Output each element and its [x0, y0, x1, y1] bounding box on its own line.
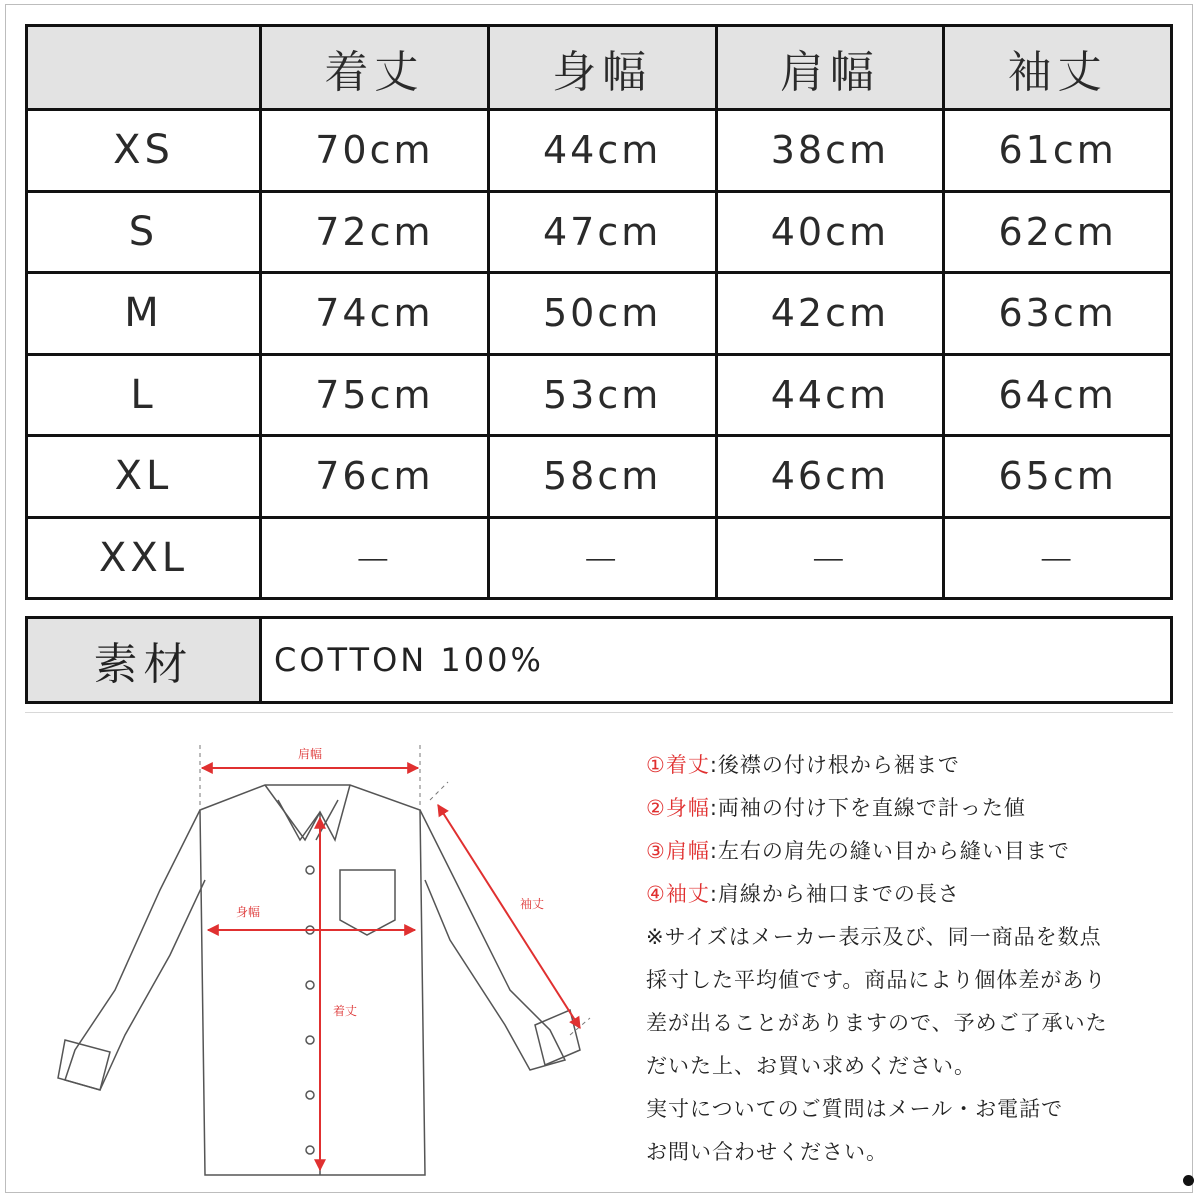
shoulder-label: 肩幅: [297, 747, 323, 761]
row-size-label: L: [28, 356, 259, 435]
cell-shoulder: 44cm: [718, 356, 943, 435]
cell-length: 76cm: [262, 437, 487, 516]
cell-chest: －: [490, 519, 715, 598]
cell-length: －: [262, 519, 487, 598]
disclaimer-line: 実寸についてのご質問はメール・お電話で: [646, 1097, 1064, 1121]
material-value: COTTON 100%: [262, 619, 1170, 701]
disclaimer-line: 採寸した平均値です。商品により個体差があり: [646, 968, 1107, 992]
chest-label: 身幅: [235, 905, 261, 919]
note-text: :後襟の付け根から裾まで: [709, 753, 960, 777]
row-size-label: XS: [28, 111, 259, 190]
measurement-notes: [646, 744, 1176, 1174]
corner-dot: [1183, 1175, 1194, 1186]
note-item: [646, 787, 1176, 830]
header-sleeve: 袖丈: [945, 27, 1170, 108]
note-text: :肩線から袖口までの長さ: [709, 882, 960, 906]
cell-sleeve: 64cm: [945, 356, 1170, 435]
cell-sleeve: －: [945, 519, 1170, 598]
header-shoulder: 肩幅: [718, 27, 943, 108]
cell-chest: 53cm: [490, 356, 715, 435]
cell-shoulder: 42cm: [718, 274, 943, 353]
note-marker: ②身幅: [646, 796, 710, 820]
note-item: [646, 873, 1176, 916]
row-size-label: XXL: [28, 519, 259, 598]
cell-shoulder: 46cm: [718, 437, 943, 516]
row-size-label: M: [28, 274, 259, 353]
cell-length: 74cm: [262, 274, 487, 353]
disclaimer-line: だいた上、お買い求めください。: [646, 1054, 976, 1078]
note-marker: ④袖丈: [646, 882, 710, 906]
cell-sleeve: 61cm: [945, 111, 1170, 190]
note-text: :両袖の付け下を直線で計った値: [709, 796, 1026, 820]
material-label: 素材: [28, 619, 259, 701]
note-item: [646, 744, 1176, 787]
note-marker: ①着丈: [646, 753, 710, 777]
cell-sleeve: 65cm: [945, 437, 1170, 516]
cell-shoulder: 38cm: [718, 111, 943, 190]
note-marker: ③肩幅: [646, 839, 710, 863]
cell-length: 70cm: [262, 111, 487, 190]
length-label: 着丈: [332, 1004, 358, 1018]
disclaimer-line: 差が出ることがありますので、予めご了承いた: [646, 1011, 1108, 1035]
shirt-measurement-diagram: [20, 730, 620, 1180]
header-length: 着丈: [262, 27, 487, 108]
cell-sleeve: 63cm: [945, 274, 1170, 353]
cell-shoulder: －: [718, 519, 943, 598]
cell-sleeve: 62cm: [945, 193, 1170, 272]
section-divider: [25, 712, 1173, 713]
header-chest: 身幅: [490, 27, 715, 108]
cell-chest: 58cm: [490, 437, 715, 516]
note-text: :左右の肩先の縫い目から縫い目まで: [709, 839, 1070, 863]
disclaimer-line: お問い合わせください。: [646, 1140, 888, 1164]
row-size-label: S: [28, 193, 259, 272]
note-item: [646, 830, 1176, 873]
cell-chest: 44cm: [490, 111, 715, 190]
material-table: [25, 616, 1173, 704]
buttons: [306, 866, 314, 1154]
header-corner: [28, 27, 259, 108]
measure-arrows: [202, 768, 580, 1170]
cell-length: 72cm: [262, 193, 487, 272]
row-size-label: XL: [28, 437, 259, 516]
shirt-diagram-svg: [20, 730, 620, 1180]
cell-chest: 47cm: [490, 193, 715, 272]
cell-length: 75cm: [262, 356, 487, 435]
sleeve-label: 袖丈: [519, 897, 545, 911]
cell-shoulder: 40cm: [718, 193, 943, 272]
disclaimer-line: ※サイズはメーカー表示及び、同一商品を数点: [646, 925, 1102, 949]
sleeve-arrow: [438, 805, 580, 1028]
cell-chest: 50cm: [490, 274, 715, 353]
size-table: [25, 24, 1173, 600]
